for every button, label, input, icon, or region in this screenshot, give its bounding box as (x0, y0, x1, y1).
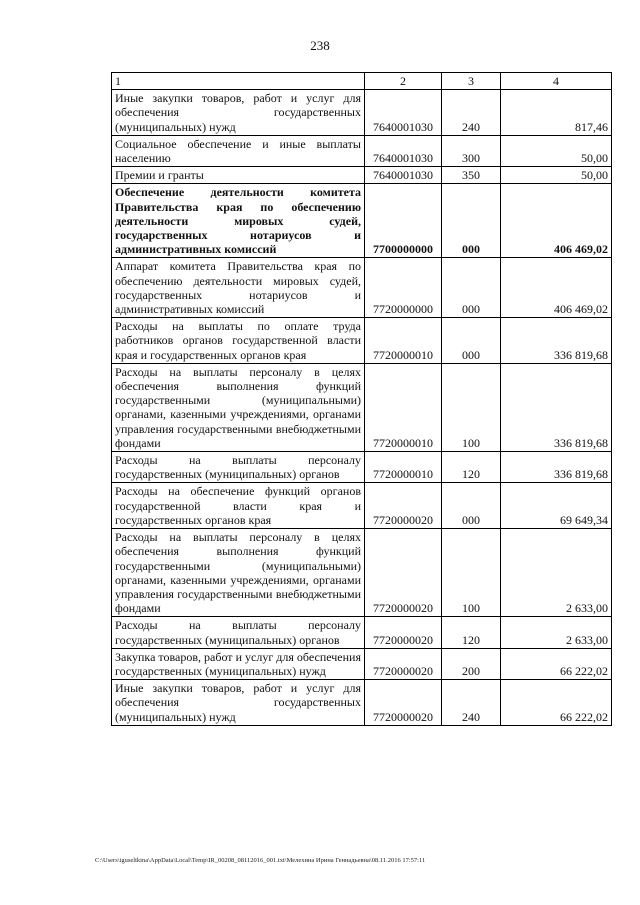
table-row (112, 452, 612, 483)
row-type-cell: 240 (442, 90, 501, 136)
table-row (112, 258, 612, 318)
row-type-cell: 000 (442, 258, 501, 318)
row-code-cell: 7640001030 (365, 135, 442, 166)
column-header-name: 1 (112, 73, 365, 90)
row-name-cell: Иные закупки товаров, работ и услуг для обеспечения государственных (муниципальных) нужд (112, 680, 365, 726)
table-header-row (112, 73, 612, 90)
table-row (112, 135, 612, 166)
table-row (112, 363, 612, 451)
row-type-cell: 120 (442, 452, 501, 483)
row-sum-cell: 50,00 (501, 135, 612, 166)
row-code-cell: 7720000010 (365, 363, 442, 451)
file-path-footer: C:\Users\iguseltkina\AppData\Local\Temp\IR_00208_08112016_001.txt\Мелехина Ирина Геннадьевна\08.11.2016 17:57:11 (95, 857, 426, 864)
row-name-cell: Расходы на выплаты персоналу в целях обеспечения выполнения функций государственными (муниципальными) органами, казенными учреждениями, органами управления государственными внебюджетными фондами (112, 363, 365, 451)
row-type-cell: 100 (442, 363, 501, 451)
row-type-cell: 000 (442, 184, 501, 258)
table-body (112, 90, 612, 726)
table-row (112, 90, 612, 136)
row-code-cell: 7720000020 (365, 648, 442, 679)
row-type-cell: 000 (442, 483, 501, 529)
page-number: 238 (310, 38, 330, 53)
table-row (112, 483, 612, 529)
row-code-cell: 7720000010 (365, 318, 442, 364)
row-code-cell: 7720000020 (365, 617, 442, 648)
row-name-cell: Иные закупки товаров, работ и услуг для обеспечения государственных (муниципальных) нужд (112, 90, 365, 136)
row-sum-cell: 69 649,34 (501, 483, 612, 529)
row-name-cell: Расходы на выплаты персоналу в целях обеспечения выполнения функций государственными (муниципальными) органами, казенными учреждениями, органами управления государственными внебюджетными фондами (112, 529, 365, 617)
row-sum-cell: 336 819,68 (501, 318, 612, 364)
row-sum-cell: 2 633,00 (501, 529, 612, 617)
row-code-cell: 7720000020 (365, 529, 442, 617)
row-type-cell: 300 (442, 135, 501, 166)
row-code-cell: 7700000000 (365, 184, 442, 258)
row-code-cell: 7720000000 (365, 258, 442, 318)
row-name-cell: Социальное обеспечение и иные выплаты населению (112, 135, 365, 166)
row-type-cell: 240 (442, 680, 501, 726)
table-row (112, 617, 612, 648)
row-name-cell: Расходы на выплаты персоналу государственных (муниципальных) органов (112, 617, 365, 648)
row-code-cell: 7720000010 (365, 452, 442, 483)
table-row (112, 167, 612, 184)
row-name-cell: Премии и гранты (112, 167, 365, 184)
row-type-cell: 000 (442, 318, 501, 364)
row-name-cell: Обеспечение деятельности комитета Правительства края по обеспечению деятельности мировых судей, государственных нотариусов и административных комиссий (112, 184, 365, 258)
row-sum-cell: 406 469,02 (501, 184, 612, 258)
budget-table (111, 72, 612, 726)
row-type-cell: 200 (442, 648, 501, 679)
row-name-cell: Закупка товаров, работ и услуг для обеспечения государственных (муниципальных) нужд (112, 648, 365, 679)
row-name-cell: Расходы на обеспечение функций органов государственной власти края и государственных органов края (112, 483, 365, 529)
row-code-cell: 7720000020 (365, 680, 442, 726)
column-header-sum: 4 (501, 73, 612, 90)
column-header-code: 2 (365, 73, 442, 90)
table-row (112, 318, 612, 364)
row-sum-cell: 66 222,02 (501, 680, 612, 726)
row-type-cell: 120 (442, 617, 501, 648)
row-type-cell: 350 (442, 167, 501, 184)
row-name-cell: Расходы на выплаты по оплате труда работников органов государственной власти края и государственных органов края (112, 318, 365, 364)
row-sum-cell: 406 469,02 (501, 258, 612, 318)
row-sum-cell: 817,46 (501, 90, 612, 136)
table-row (112, 529, 612, 617)
row-name-cell: Расходы на выплаты персоналу государственных (муниципальных) органов (112, 452, 365, 483)
table-row (112, 648, 612, 679)
row-sum-cell: 50,00 (501, 167, 612, 184)
row-code-cell: 7640001030 (365, 167, 442, 184)
row-code-cell: 7640001030 (365, 90, 442, 136)
row-sum-cell: 336 819,68 (501, 363, 612, 451)
row-name-cell: Аппарат комитета Правительства края по обеспечению деятельности мировых судей, государственных нотариусов и административных комиссий (112, 258, 365, 318)
row-type-cell: 100 (442, 529, 501, 617)
row-code-cell: 7720000020 (365, 483, 442, 529)
row-sum-cell: 336 819,68 (501, 452, 612, 483)
row-sum-cell: 2 633,00 (501, 617, 612, 648)
row-sum-cell: 66 222,02 (501, 648, 612, 679)
table-row (112, 184, 612, 258)
table-row (112, 680, 612, 726)
column-header-type: 3 (442, 73, 501, 90)
